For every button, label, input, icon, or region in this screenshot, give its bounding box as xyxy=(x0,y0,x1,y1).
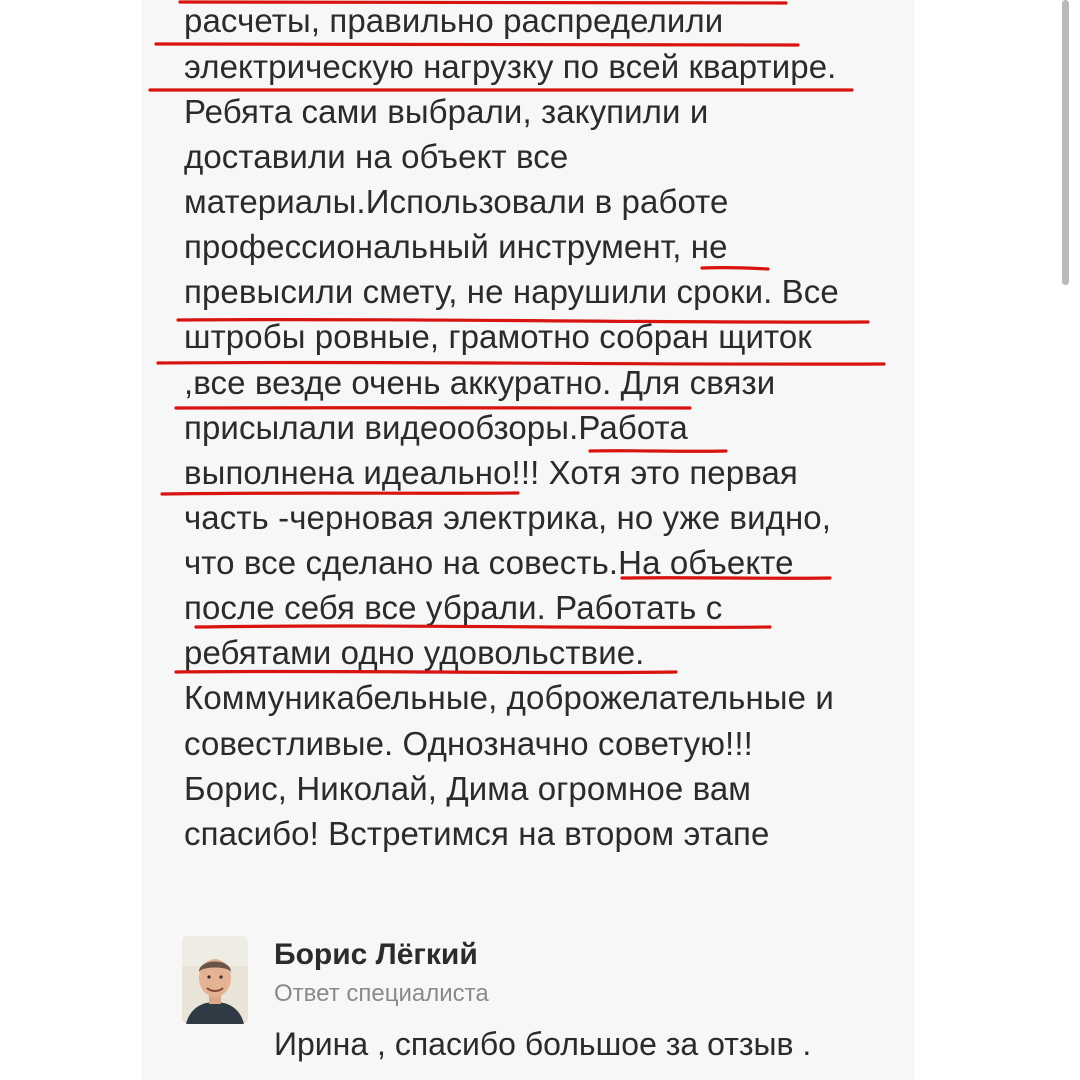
review-line: совестливые. Однозначно советую!!! xyxy=(184,725,753,762)
review-line: присылали видеообзоры.Работа xyxy=(184,409,688,446)
review-line: часть -черновая электрика, но уже видно, xyxy=(184,499,832,536)
review-line: Коммуникабельные, доброжелательные и xyxy=(184,679,834,716)
review-line: штробы ровные, грамотно собран щиток xyxy=(184,318,812,355)
review-line: Ребята сами выбрали, закупили и xyxy=(184,93,709,130)
review-line: электрическую нагрузку по всей квартире. xyxy=(184,48,837,85)
review-line: ,все везде очень аккуратно. Для связи xyxy=(184,364,776,401)
review-line: ребятами одно удовольствие. xyxy=(184,634,645,671)
reply-author-name[interactable]: Борис Лёгкий xyxy=(274,938,478,971)
scrollbar[interactable] xyxy=(1062,0,1069,285)
review-line: что все сделано на совесть.На объекте xyxy=(184,544,794,581)
review-line: Борис, Николай, Дима огромное вам xyxy=(184,770,752,807)
review-line: расчеты, правильно распределили xyxy=(184,2,724,39)
review-line: выполнена идеально!!! Хотя это первая xyxy=(184,454,798,491)
review-line: после себя все убрали. Работать с xyxy=(184,589,723,626)
review-line: материалы.Использовали в работе xyxy=(184,183,729,220)
avatar xyxy=(182,936,248,1024)
review-line: превысили смету, не нарушили сроки. Все xyxy=(184,273,839,310)
review-line: профессиональный инструмент, не xyxy=(184,228,728,265)
review-line: доставили на объект все xyxy=(184,138,569,175)
reply-author-role: Ответ специалиста xyxy=(274,980,489,1007)
reply-text: Ирина , спасибо большое за отзыв . xyxy=(274,1026,812,1062)
review-line: спасибо! Встретимся на втором этапе xyxy=(184,815,770,852)
